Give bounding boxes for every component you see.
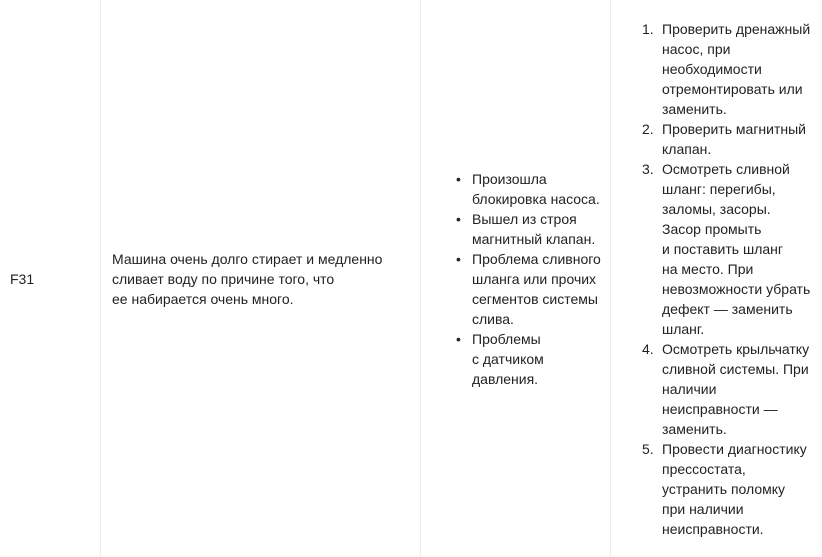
fix-line: невозможности убрать (662, 281, 811, 297)
column-divider (610, 0, 611, 557)
fix-number: 3. (642, 161, 654, 177)
column-divider (100, 0, 101, 557)
cause-line: Проблема сливного (472, 251, 601, 267)
fix-item (622, 19, 822, 119)
cause-item (431, 169, 606, 209)
fix-line: Проверить магнитный (662, 121, 806, 137)
fix-line: шланг. (662, 321, 705, 337)
cause-line: блокировка насоса. (472, 191, 600, 207)
fix-line: насос, при (662, 41, 731, 57)
fix-line: заменить. (662, 101, 727, 117)
bullet-icon: • (456, 211, 461, 227)
fix-number: 2. (642, 121, 654, 137)
fix-line: Осмотреть крыльчатку (662, 341, 810, 357)
fix-line: Провести диагностику (662, 441, 807, 457)
bullet-icon: • (456, 251, 461, 267)
fix-line: наличии (662, 381, 717, 397)
fix-line: сливной системы. При (662, 361, 809, 377)
cause-line: давления. (472, 371, 539, 387)
fix-number: 1. (642, 21, 654, 37)
description-cell (112, 249, 412, 309)
fix-line: Проверить дренажный (662, 21, 811, 37)
fix-number: 5. (642, 441, 654, 457)
fix-item (622, 119, 822, 159)
fix-line: заломы, засоры. (662, 201, 771, 217)
cause-item (431, 209, 606, 249)
causes-list (431, 169, 606, 389)
fix-line: необходимости (662, 61, 762, 77)
fix-line: Осмотреть сливной (662, 161, 790, 177)
bullet-icon: • (456, 331, 461, 347)
fixes-cell (622, 19, 822, 539)
fix-line: заменить. (662, 421, 727, 437)
fix-number: 4. (642, 341, 654, 357)
causes-cell (431, 169, 606, 389)
fix-line: дефект — заменить (662, 301, 793, 317)
error-code-cell (10, 269, 90, 289)
cause-item (431, 329, 606, 389)
bullet-icon: • (456, 171, 461, 187)
fix-line: при наличии (662, 501, 744, 517)
cause-line: с датчиком (472, 351, 544, 367)
description-line: Машина очень долго стирает и медленно (112, 251, 383, 267)
cause-line: магнитный клапан. (472, 231, 596, 247)
fix-line: и поставить шланг (662, 241, 783, 257)
cause-line: Проблемы (472, 331, 541, 347)
fix-line: клапан. (662, 141, 712, 157)
cause-line: шланга или прочих (472, 271, 597, 287)
fix-item (622, 159, 822, 339)
column-divider (420, 0, 421, 557)
fix-line: неисправности. (662, 521, 764, 537)
fix-item (622, 339, 822, 439)
cause-line: слива. (472, 311, 514, 327)
fixes-list (622, 19, 822, 539)
fix-line: устранить поломку (662, 481, 786, 497)
fix-line: отремонтировать или (662, 81, 803, 97)
description-line: сливает воду по причине того, что (112, 271, 335, 287)
cause-line: Вышел из строя (472, 211, 577, 227)
fix-line: неисправности — (662, 401, 778, 417)
fix-line: прессостата, (662, 461, 746, 477)
description-line: ее набирается очень много. (112, 291, 294, 307)
error-code: F31 (10, 271, 35, 287)
fix-line: Засор промыть (662, 221, 762, 237)
fix-line: шланг: перегибы, (662, 181, 776, 197)
fix-line: на место. При (662, 261, 754, 277)
fix-item (622, 439, 822, 539)
cause-item (431, 249, 606, 329)
cause-line: Произошла (472, 171, 547, 187)
cause-line: сегментов системы (472, 291, 598, 307)
